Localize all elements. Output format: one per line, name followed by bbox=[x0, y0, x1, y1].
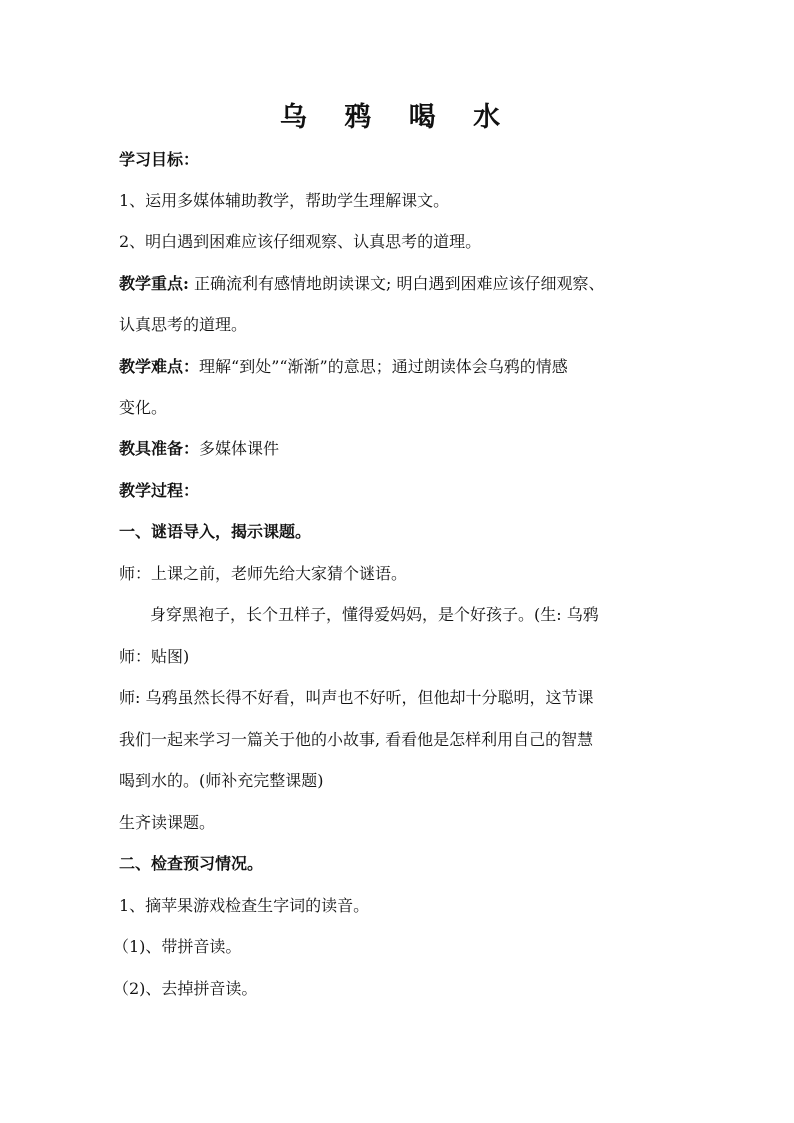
section-1-paragraph-2-line-3: 喝到水的。(师补充完整课题) bbox=[119, 771, 324, 790]
section-2-item-2: （2)、去掉拼音读。 bbox=[113, 979, 258, 998]
section-1-paragraph-2-line-2: 我们一起来学习一篇关于他的小故事, 看看他是怎样利用自己的智慧 bbox=[119, 730, 594, 749]
objective-2: 2、明白遇到困难应该仔细观察、认真思考的道理。 bbox=[119, 232, 482, 251]
section-2-item-1: （1)、带拼音读。 bbox=[113, 937, 242, 956]
teaching-focus-line-1 bbox=[119, 272, 679, 296]
section-1-heading: 一、谜语导入，揭示课题。 bbox=[119, 522, 312, 541]
teaching-difficulty-text: 理解“到处”“渐渐”的意思；通过朗读体会乌鸦的情感 bbox=[199, 357, 568, 376]
section-1-paragraph-1: 师：上课之前，老师先给大家猜个谜语。 bbox=[119, 564, 408, 583]
section-1-paragraph-3: 生齐读课题。 bbox=[119, 813, 216, 832]
riddle-line-1: 身穿黑袍子，长个丑样子，懂得爱妈妈，是个好孩子。(生: 乌鸦 bbox=[150, 605, 599, 624]
teaching-difficulty-label: 教学难点： bbox=[119, 357, 200, 376]
section-2-heading: 二、检查预习情况。 bbox=[119, 854, 264, 873]
riddle-line-2: 师：贴图) bbox=[119, 647, 190, 666]
teaching-difficulty-line-1 bbox=[119, 355, 679, 379]
teaching-tools-text: 多媒体课件 bbox=[199, 439, 280, 458]
teaching-tools-label: 教具准备： bbox=[119, 439, 200, 458]
teaching-tools-line bbox=[119, 437, 679, 461]
teaching-focus-text: 正确流利有感情地朗读课文; 明白遇到困难应该仔细观察、 bbox=[188, 274, 605, 293]
teaching-focus-label: 教学重点: bbox=[119, 274, 189, 293]
section-2-paragraph-1: 1、摘苹果游戏检查生字词的读音。 bbox=[119, 896, 370, 915]
objective-1: 1、运用多媒体辅助教学，帮助学生理解课文。 bbox=[119, 191, 450, 210]
teaching-process-heading: 教学过程： bbox=[119, 481, 200, 500]
document-title: 乌 鸦 喝 水 bbox=[279, 102, 515, 133]
teaching-difficulty-line-2: 变化。 bbox=[119, 398, 168, 417]
section-1-paragraph-2-line-1: 师: 乌鸦虽然长得不好看，叫声也不好听，但他却十分聪明，这节课 bbox=[119, 688, 594, 707]
objectives-heading: 学习目标： bbox=[119, 150, 200, 169]
teaching-focus-line-2: 认真思考的道理。 bbox=[119, 315, 248, 334]
